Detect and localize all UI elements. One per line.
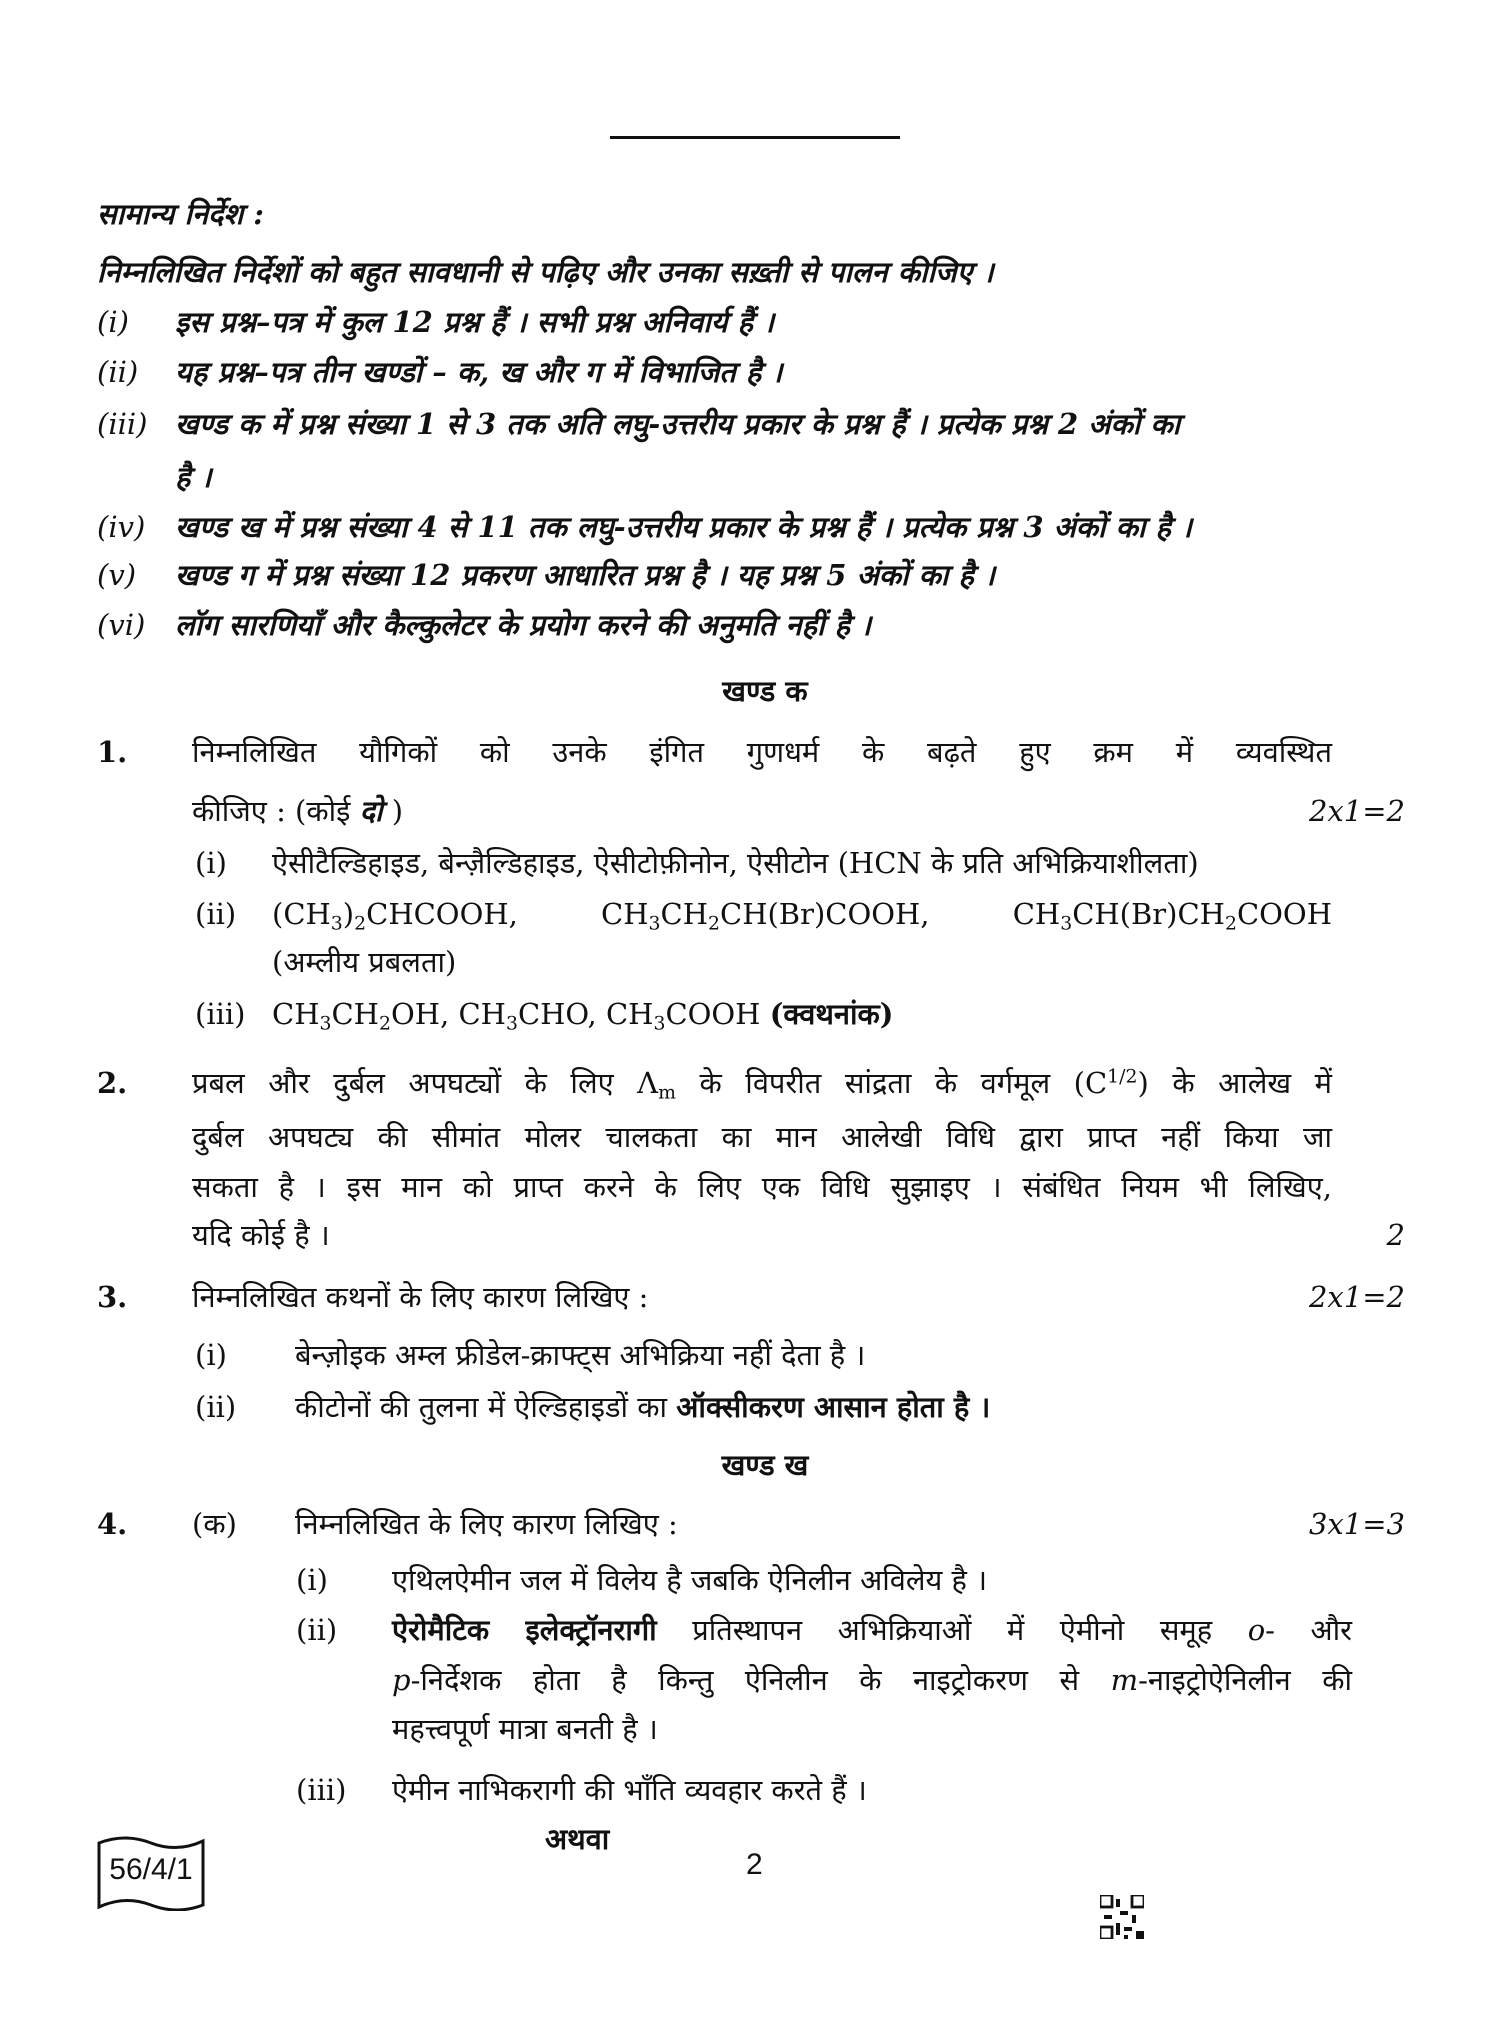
instruction-segment: में प्रश्न संख्या 12 प्रकरण आधारित प्रश्न है । यह प्रश्न 5 अंकों का है । xyxy=(254,558,995,592)
sub-number: (iii) xyxy=(296,1773,347,1807)
q2-line3: सकता है । इस मान को प्राप्त करने के लिए एक विधि सुझाइए । संबंधित नियम भी लिखिए, xyxy=(192,1170,1332,1204)
sub-number: (i) xyxy=(195,1338,227,1372)
section-b-title: खण्ड ख xyxy=(721,1448,809,1482)
instruction-emphasis: खण्ड ख xyxy=(175,510,262,544)
instruction-number: (iv) xyxy=(97,510,146,544)
lambda-symbol: Λ xyxy=(637,1066,659,1100)
q1-iii-property: (क्वथनांक) xyxy=(769,997,894,1031)
sub-number: (ii) xyxy=(195,1390,237,1424)
q2-line1 xyxy=(192,1061,1332,1105)
q3-marks: 2x1=2 xyxy=(1308,1280,1405,1314)
instruction-segment: लॉग सारणियाँ और कैल्कुलेटर के प्रयोग करने की अनुमति xyxy=(175,608,786,642)
q4-text: निम्नलिखित के लिए कारण लिखिए : xyxy=(295,1507,678,1541)
q1-text: कीजिए : (कोई xyxy=(192,794,360,828)
q4-ii-text: प्रतिस्थापन अभिक्रियाओं में ऐमीनो समूह xyxy=(656,1613,1248,1647)
question-number: 1. xyxy=(97,735,128,769)
instruction-number: (v) xyxy=(97,558,137,592)
q3-text: निम्नलिखित कथनों के लिए कारण लिखिए : xyxy=(192,1280,649,1314)
instruction-text xyxy=(175,350,782,394)
q4-ii-text: - और xyxy=(1265,1613,1353,1647)
q4-marks: 3x1=3 xyxy=(1308,1507,1405,1541)
lambda-subscript: m xyxy=(658,1082,676,1104)
sub-number: (iii) xyxy=(195,997,246,1031)
section-a-title: खण्ड क xyxy=(722,674,808,708)
sub-number: (ii) xyxy=(296,1613,338,1647)
q4-ii-line2 xyxy=(392,1658,1352,1702)
q4-ii-text: -नाइट्रोऐनिलीन की xyxy=(1138,1663,1352,1697)
q4-part-label: (क) xyxy=(192,1507,237,1541)
top-rule xyxy=(610,136,900,139)
ortho-label: o xyxy=(1247,1613,1266,1647)
instruction-segment: में प्रश्न संख्या 1 से 3 तक अति लघु-उत्तरीय प्रकार के प्रश्न हैं । प्रत्येक प्रश्न 2 अंकों का xyxy=(260,407,1181,441)
q4-ii-line3: महत्त्वपूर्ण मात्रा बनती है । xyxy=(392,1712,658,1746)
q4-ii-line1 xyxy=(392,1608,1352,1652)
instruction-number: (vi) xyxy=(97,608,146,642)
question-number: 3. xyxy=(97,1280,128,1314)
q1-emphasis: दो xyxy=(359,794,383,828)
q4-ii-text: -निर्देशक होता है किन्तु ऐनिलीन के नाइट्रोकरण से xyxy=(410,1663,1111,1697)
instruction-emphasis: खण्ड क xyxy=(175,407,261,441)
instruction-segment: और xyxy=(523,355,585,389)
paper-code-badge xyxy=(97,1835,205,1911)
instruction-segment: में प्रश्न संख्या 4 से 11 तक लघु-उत्तरीय प्रकार के प्रश्न हैं । प्रत्येक प्रश्न 3 अंकों का है । xyxy=(261,510,1193,544)
instruction-text xyxy=(175,505,1192,549)
qr-code-icon xyxy=(1100,1895,1144,1939)
paper-code: 56/4/1 xyxy=(109,1853,193,1886)
q1-text-line2 xyxy=(192,789,403,833)
sub-number: (i) xyxy=(195,846,227,880)
instruction-text xyxy=(175,553,995,597)
instruction-emphasis: खण्ड ग xyxy=(175,558,255,592)
q2-text: के विपरीत सांद्रता के वर्गमूल (C xyxy=(676,1066,1108,1100)
q1-ii-formulas xyxy=(272,892,1332,936)
instruction-continuation: है । xyxy=(175,460,212,494)
instruction-text xyxy=(175,603,871,647)
instruction-number: (ii) xyxy=(97,355,139,389)
q3-i-text: बेन्ज़ोइक अम्ल फ्रीडेल-क्राफ्ट्स अभिक्रिया नहीं देता है । xyxy=(295,1338,866,1372)
instruction-emphasis: नहीं xyxy=(785,608,825,642)
q1-text-line1: निम्नलिखित यौगिकों को उनके इंगित गुणधर्म के बढ़ते हुए क्रम में व्यवस्थित xyxy=(192,735,1332,769)
instruction-segment: है । xyxy=(824,608,872,642)
instruction-text xyxy=(175,402,1180,446)
question-number: 2. xyxy=(97,1066,128,1100)
instruction-segment: में विभाजित है । xyxy=(601,355,783,389)
q1-i-text: ऐसीटैल्डिहाइड, बेन्ज़ैल्डिहाइड, ऐसीटोफ़ीनोन, ऐसीटोन (HCN के प्रति अभिक्रियाशीलता) xyxy=(272,846,1199,880)
instruction-emphasis: ग xyxy=(584,355,602,389)
instruction-number: (i) xyxy=(97,305,129,339)
q3-ii-text xyxy=(295,1385,990,1429)
instruction-segment: यह प्रश्न–पत्र xyxy=(175,355,312,389)
c-superscript: 1/2 xyxy=(1107,1066,1138,1088)
formula: $(CH_3)_2CHCOOH$, xyxy=(272,897,518,935)
instructions-intro: निम्नलिखित निर्देशों को बहुत सावधानी से पढ़िए और उनका सख़्ती से पालन कीजिए । xyxy=(97,255,994,289)
instruction-text xyxy=(175,300,774,344)
q4-ii-bold: ऐरोमैटिक इलेक्ट्रॉनरागी xyxy=(392,1613,657,1647)
q2-text: ) के आलेख में xyxy=(1137,1066,1332,1100)
q4-i-text: एथिलऐमीन जल में विलेय है जबकि ऐनिलीन अविलेय है । xyxy=(392,1563,988,1597)
instruction-emphasis: सभी xyxy=(536,305,585,339)
q3-ii-text-a: कीटोनों की तुलना में ऐल्डिहाइडों का xyxy=(295,1390,677,1424)
q3-ii-text-b: ऑक्सीकरण आसान होता है । xyxy=(676,1390,991,1424)
instruction-number: (iii) xyxy=(97,407,148,441)
q1-iii-text xyxy=(272,992,893,1036)
q2-text: प्रबल और दुर्बल अपघट्यों के लिए xyxy=(192,1066,638,1100)
q2-line4: यदि कोई है । xyxy=(192,1218,330,1252)
formula: $CH_3CH_2CH(Br)COOH$, xyxy=(601,897,930,935)
q1-ii-property: (अम्लीय प्रबलता) xyxy=(272,945,457,979)
q2-marks: 2 xyxy=(1386,1218,1405,1252)
instruction-segment: प्रश्न अनिवार्य हैं । xyxy=(584,305,775,339)
page-number: 2 xyxy=(746,1848,763,1881)
or-label: अथवा xyxy=(545,1822,610,1856)
sub-number: (i) xyxy=(296,1563,328,1597)
instruction-segment: इस प्रश्न–पत्र में कुल 12 प्रश्न हैं । xyxy=(175,305,537,339)
q2-line2: दुर्बल अपघट्य की सीमांत मोलर चालकता का मान आलेखी विधि द्वारा प्राप्त नहीं किया जा xyxy=(192,1120,1332,1154)
sub-number: (ii) xyxy=(195,897,237,931)
instruction-emphasis: तीन खण्डों – क, ख xyxy=(311,355,524,389)
meta-label: m xyxy=(1110,1663,1139,1697)
q4-iii-text: ऐमीन नाभिकरागी की भाँति व्यवहार करते हैं । xyxy=(392,1773,867,1807)
formula: $CH_3CH_2OH$, $CH_3CHO$, $CH_3COOH$ xyxy=(272,997,761,1035)
instructions-heading: सामान्य निर्देश : xyxy=(97,197,264,231)
q1-marks: 2x1=2 xyxy=(1308,794,1405,828)
q1-text-end: ) xyxy=(382,794,404,828)
para-label: p xyxy=(392,1663,411,1697)
formula: $CH_3CH(Br)CH_2COOH$ xyxy=(1012,897,1332,935)
question-number: 4. xyxy=(97,1507,128,1541)
